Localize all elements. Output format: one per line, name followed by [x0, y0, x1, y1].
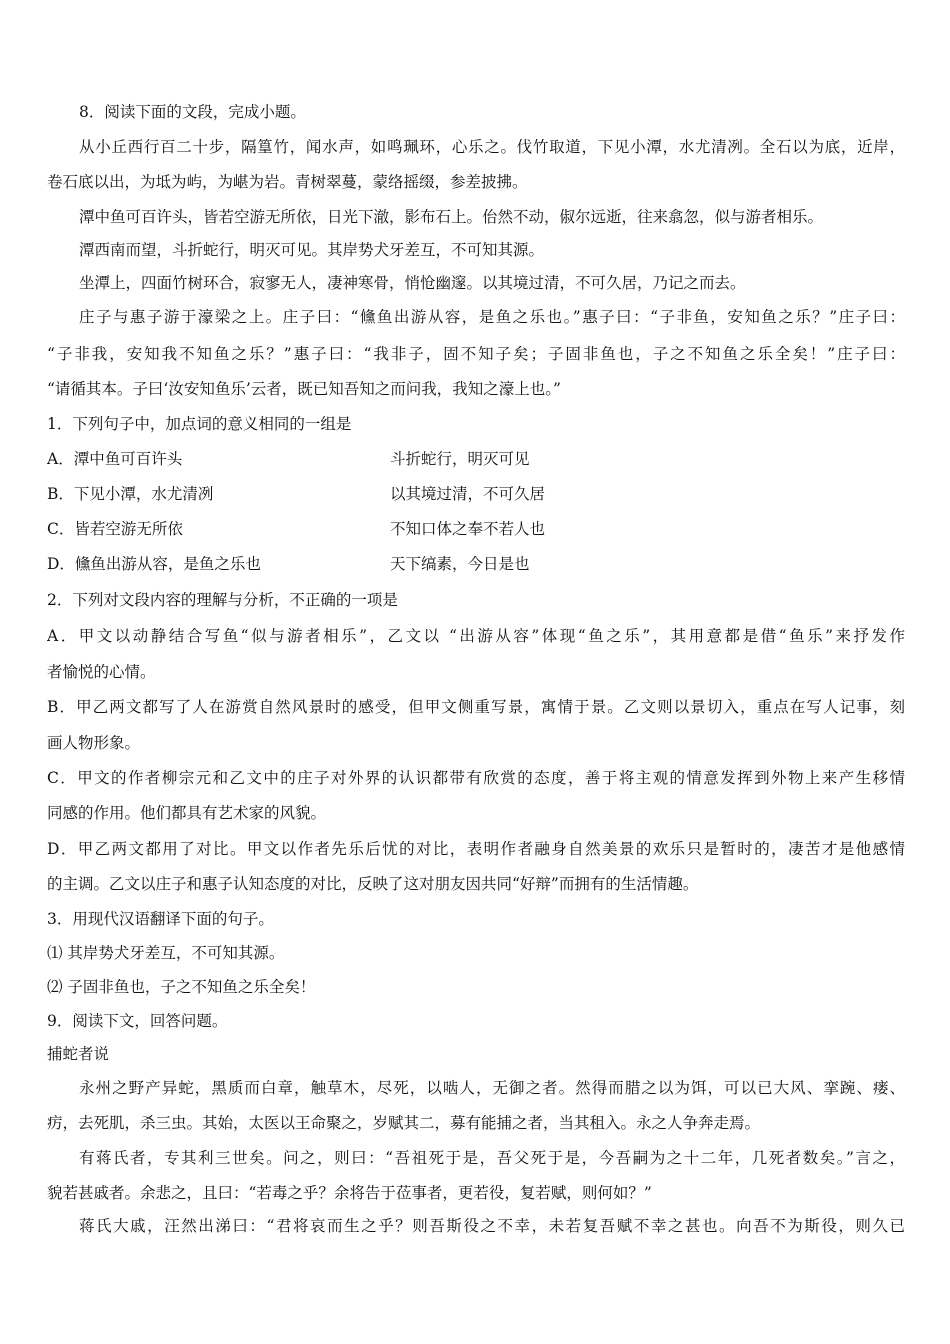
q8-passage-line: 卷石底以出，为坻为屿，为嵁为岩。青树翠蔓，蒙络摇缀，参差披拂。 [47, 173, 528, 191]
sub2-option-d-cont: 的主调。乙文以庄子和惠子认知态度的对比，反映了这对朋友因共同“好辩”而拥有的生活情趣。 [47, 875, 699, 893]
sub2-stem: 2．下列对文段内容的理解与分析，不正确的一项是 [47, 591, 398, 609]
q9-passage-line: 有蒋氏者，专其利三世矣。问之，则曰：“吾祖死于是，吾父死于是，今吾嗣为之十二年，几死者数矣。”言之， [79, 1149, 905, 1167]
option-right: 斗折蛇行，明灭可见 [390, 450, 530, 468]
option-right: 不知口体之奉不若人也 [390, 520, 546, 538]
sub2-option-a: A．甲文以动静结合写鱼“似与游者相乐”，乙文以 “出游从容”体现“鱼之乐”，其用意都是借“鱼乐”来抒发作 [47, 627, 905, 645]
q9-passage-line: 蒋氏大戚，汪然出涕曰：“君将哀而生之乎？则吾斯役之不幸，未若复吾赋不幸之甚也。向吾不为斯役，则久已 [79, 1217, 905, 1235]
q9-passage-line: 貌若甚戚者。余悲之，且曰：“若毒之乎？余将告于莅事者，更若役，复若赋，则何如？” [47, 1184, 652, 1202]
option-right: 天下缟素，今日是也 [390, 555, 530, 573]
sub3-sentence-2: ⑵ 子固非鱼也，子之不知鱼之乐全矣！ [47, 978, 316, 996]
q8-passage-line: “请循其本。子曰‘汝安知鱼乐’云者，既已知吾知之而问我，我知之濠上也。” [47, 380, 561, 398]
q9-passage-line: 永州之野产异蛇，黑质而白章，触草木，尽死，以啮人，无御之者。然得而腊之以为饵，可以已大风、挛踠、瘘、 [79, 1079, 905, 1097]
sub1-stem: 1．下列句子中，加点词的意义相同的一组是 [47, 415, 352, 433]
q8-passage-line: 庄子与惠子游于濠梁之上。庄子曰：“儵鱼出游从容，是鱼之乐也。”惠子曰：“子非鱼，安知鱼之乐？”庄子曰： [79, 308, 905, 326]
sub2-option-a-cont: 者愉悦的心情。 [47, 663, 156, 681]
sub1-option-b [47, 484, 905, 504]
q8-passage-line: 从小丘西行百二十步，隔篁竹，闻水声，如鸣珮环，心乐之。伐竹取道，下见小潭，水尤清冽。全石以为底，近岸， [79, 138, 905, 156]
sub2-option-c: C．甲文的作者柳宗元和乙文中的庄子对外界的认识都带有欣赏的态度，善于将主观的情意发挥到外物上来产生移情 [47, 769, 905, 787]
q9-passage-title: 捕蛇者说 [47, 1045, 110, 1063]
sub1-option-a [47, 449, 905, 469]
sub2-option-b: B．甲乙两文都写了人在游赏自然风景时的感受，但甲文侧重写景，寓情于景。乙文则以景切入，重点在写人记事，刻 [47, 698, 905, 716]
q9-header: 9．阅读下文，回答问题。 [47, 1012, 228, 1030]
option-left: D．儵鱼出游从容，是鱼之乐也 [47, 555, 261, 573]
sub3-stem: 3．用现代汉语翻译下面的句子。 [47, 910, 274, 928]
option-left: B．下见小潭，水尤清冽 [47, 485, 214, 503]
sub2-option-d: D．甲乙两文都用了对比。甲文以作者先乐后忧的对比，表明作者融身自然美景的欢乐只是暂时的，凄苦才是他感情 [47, 840, 905, 858]
sub3-sentence-1: ⑴ 其岸势犬牙差互，不可知其源。 [47, 944, 285, 962]
q8-header: 8．阅读下面的文段，完成小题。 [79, 103, 306, 121]
q8-passage-line: 潭西南而望，斗折蛇行，明灭可见。其岸势犬牙差互，不可知其源。 [79, 241, 545, 259]
sub2-option-c-cont: 同感的作用。他们都具有艺术家的风貌。 [47, 804, 327, 822]
sub1-option-d [47, 554, 905, 574]
q9-passage-line: 疠，去死肌，杀三虫。其始，太医以王命聚之，岁赋其二，募有能捕之者，当其租入。永之人争奔走焉。 [47, 1114, 761, 1132]
sub2-option-b-cont: 画人物形象。 [47, 734, 141, 752]
option-left: A．潭中鱼可百许头 [47, 450, 183, 468]
q8-passage-line: 潭中鱼可百许头，皆若空游无所依，日光下澈，影布石上。佁然不动，俶尔远逝，往来翕忽，似与游者相乐。 [79, 208, 824, 226]
option-right: 以其境过清，不可久居 [390, 485, 546, 503]
q8-passage-line: 坐潭上，四面竹树环合，寂寥无人，凄神寒骨，悄怆幽邃。以其境过清，不可久居，乃记之而去。 [79, 274, 746, 292]
q8-passage-line: “子非我，安知我不知鱼之乐？”惠子曰：“我非子，固不知子矣；子固非鱼也，子之不知鱼之乐全矣！”庄子曰： [47, 345, 905, 363]
sub1-option-c [47, 519, 905, 539]
option-left: C．皆若空游无所依 [47, 520, 183, 538]
